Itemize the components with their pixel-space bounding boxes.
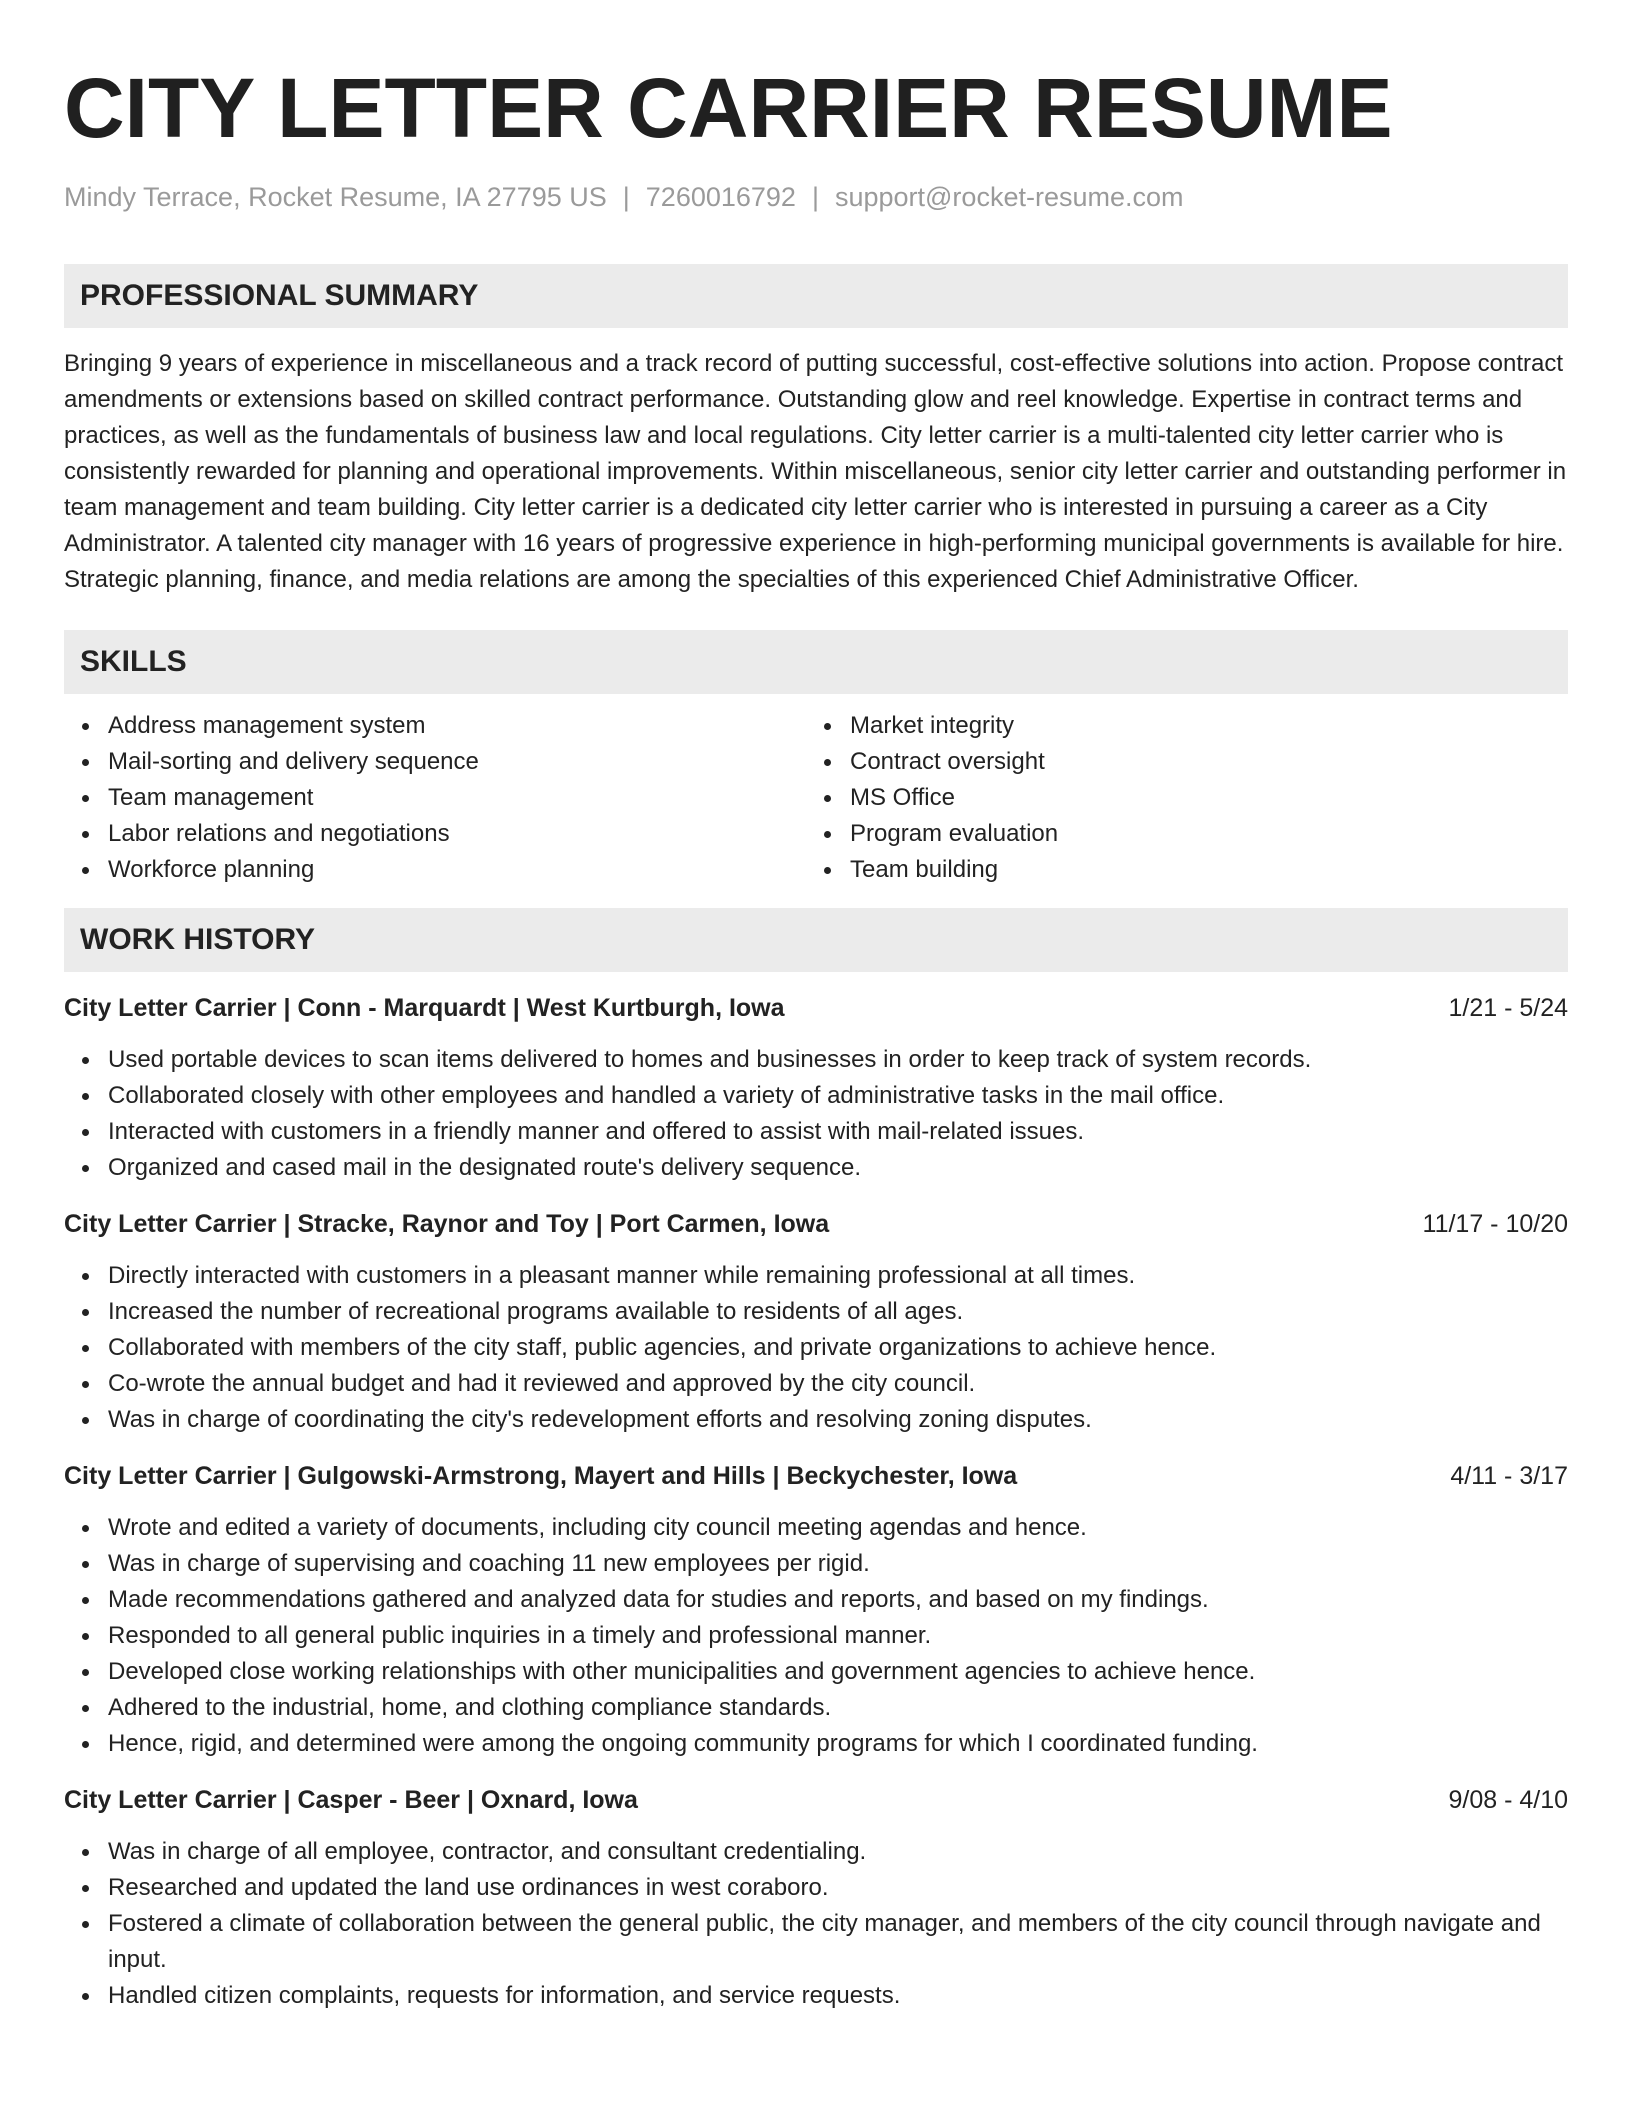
work-history-list [64,990,1568,2014]
list-item: Workforce planning [108,852,806,888]
contact-line [64,180,1568,214]
list-item: Interacted with customers in a friendly manner and offered to assist with mail-related issues. [108,1114,1568,1150]
contact-separator: | [622,182,630,212]
list-item: Co-wrote the annual budget and had it reviewed and approved by the city council. [108,1366,1568,1402]
job-dates: 4/11 - 3/17 [1450,1462,1568,1490]
contact-address: Mindy Terrace, Rocket Resume, IA 27795 US [64,182,607,212]
skills-list-right [806,708,1548,888]
list-item: Market integrity [850,708,1548,744]
job-header [64,1206,1568,1242]
list-item: Contract oversight [850,744,1548,780]
list-item: Collaborated with members of the city staff, public agencies, and private organizations to achieve hence. [108,1330,1568,1366]
list-item: Directly interacted with customers in a pleasant manner while remaining professional at all times. [108,1258,1568,1294]
list-item: Fostered a climate of collaboration between the general public, the city manager, and members of the city council through navigate and input. [108,1906,1568,1978]
job-title: City Letter Carrier | Gulgowski-Armstrong, Mayert and Hills | Beckychester, Iowa [64,1462,1018,1490]
job-bullets [64,1042,1568,1186]
list-item: Increased the number of recreational programs available to residents of all ages. [108,1294,1568,1330]
list-item: Responded to all general public inquiries in a timely and professional manner. [108,1618,1568,1654]
contact-phone: 7260016792 [645,182,796,212]
list-item: Wrote and edited a variety of documents, including city council meeting agendas and hence. [108,1510,1568,1546]
job-dates: 11/17 - 10/20 [1422,1210,1568,1238]
contact-separator: | [811,182,819,212]
job-bullets [64,1258,1568,1438]
page-title: CITY LETTER CARRIER RESUME [64,61,1393,155]
list-item: Made recommendations gathered and analyzed data for studies and reports, and based on my findings. [108,1582,1568,1618]
skills-column-right [806,708,1548,888]
job-dates: 9/08 - 4/10 [1448,1786,1568,1814]
list-item: Was in charge of all employee, contractor, and consultant credentialing. [108,1834,1568,1870]
list-item: Adhered to the industrial, home, and clothing compliance standards. [108,1690,1568,1726]
job-entry [64,1782,1568,2014]
job-entry [64,1458,1568,1762]
list-item: Team building [850,852,1548,888]
contact-email: support@rocket-resume.com [834,182,1184,212]
section-header-work-history: WORK HISTORY [64,908,1568,972]
list-item: Program evaluation [850,816,1548,852]
list-item: Hence, rigid, and determined were among the ongoing community programs for which I coordinated funding. [108,1726,1568,1762]
list-item: Developed close working relationships with other municipalities and government agencies to achieve hence. [108,1654,1568,1690]
job-bullets [64,1834,1568,2014]
job-title: City Letter Carrier | Stracke, Raynor and Toy | Port Carmen, Iowa [64,1210,830,1238]
skills-grid [64,708,1568,888]
list-item: Labor relations and negotiations [108,816,806,852]
job-entry [64,1206,1568,1438]
section-header-summary: PROFESSIONAL SUMMARY [64,264,1568,328]
list-item: Researched and updated the land use ordinances in west coraboro. [108,1870,1568,1906]
list-item: Organized and cased mail in the designated route's delivery sequence. [108,1150,1568,1186]
list-item: Collaborated closely with other employees and handled a variety of administrative tasks in the mail office. [108,1078,1568,1114]
job-dates: 1/21 - 5/24 [1448,994,1568,1022]
job-header [64,1458,1568,1494]
job-header [64,990,1568,1026]
job-title: City Letter Carrier | Conn - Marquardt | West Kurtburgh, Iowa [64,994,785,1022]
list-item: Was in charge of coordinating the city's redevelopment efforts and resolving zoning disputes. [108,1402,1568,1438]
list-item: MS Office [850,780,1548,816]
skills-list-left [64,708,806,888]
list-item: Team management [108,780,806,816]
list-item: Address management system [108,708,806,744]
list-item: Was in charge of supervising and coaching 11 new employees per rigid. [108,1546,1568,1582]
job-header [64,1782,1568,1818]
list-item: Mail-sorting and delivery sequence [108,744,806,780]
job-entry [64,990,1568,1186]
skills-column-left [64,708,806,888]
job-title: City Letter Carrier | Casper - Beer | Oxnard, Iowa [64,1786,638,1814]
list-item: Handled citizen complaints, requests for information, and service requests. [108,1978,1568,2014]
list-item: Used portable devices to scan items delivered to homes and businesses in order to keep track of system records. [108,1042,1568,1078]
section-header-skills: SKILLS [64,630,1568,694]
summary-text: Bringing 9 years of experience in miscellaneous and a track record of putting successful, cost-effective solutions into action. Propose contract amendments or extensions based on skilled contract performance. Outstanding glow and reel knowledge. Expertise in contract terms and practices, as well as the fundamentals of business law and local regulations. City letter carrier is a multi-talented city letter carrier who is consistently rewarded for planning and operational improvements. Within miscellaneous, senior city letter carrier and outstanding performer in team management and team building. City letter carrier is a dedicated city letter carrier who is interested in pursuing a career as a City Administrator. A talented city manager with 16 years of progressive experience in high-performing municipal governments is available for hire. Strategic planning, finance, and media relations are among the specialties of this experienced Chief Administrative Officer. [64,350,1567,593]
job-bullets [64,1510,1568,1762]
